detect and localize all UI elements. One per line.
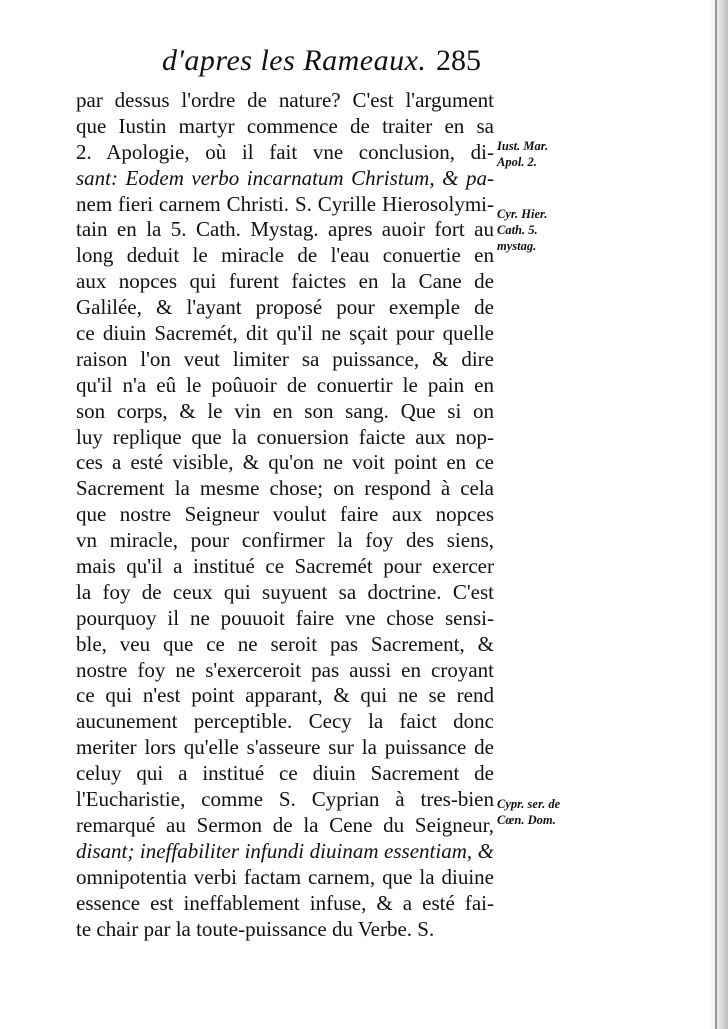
- text-line: la foy de ceux qui suyuent sa doctrine. C'est: [76, 579, 494, 604]
- margin-note-cyprian: [497, 796, 597, 828]
- page-edge-shadow: [710, 0, 728, 1029]
- text-line: ce qui n'est point apparant, & qui ne se rend: [76, 683, 494, 708]
- margin-note-line: Cyr. Hier.: [497, 207, 548, 221]
- text-line: nem fieri carnem Christi. S. Cyrille Hierosolymi-: [76, 191, 494, 216]
- page-edge-line: [715, 0, 717, 1029]
- text-line: nostre foy ne s'exerceroit pas aussi en croyant: [76, 657, 494, 682]
- running-title: d'apres les Rameaux.: [162, 44, 427, 77]
- text-line: remarqué au Sermon de la Cene du Seigneur,: [76, 812, 494, 837]
- text-line: pourquoy il ne pouuoit faire vne chose sensi-: [76, 605, 494, 630]
- text-line: 2. Apologie, où il fait vne conclusion, di-: [76, 139, 494, 164]
- text-line: aux nopces qui furent faictes en la Cane de: [76, 269, 494, 294]
- margin-note-line: Apol. 2.: [497, 155, 537, 169]
- text-line: l'Eucharistie, comme S. Cyprian à tres-bien: [76, 787, 494, 812]
- margin-note-line: Cœn. Dom.: [497, 813, 556, 827]
- text-line: vn miracle, pour confirmer la foy des siens,: [76, 528, 494, 553]
- text-line: par dessus l'ordre de nature? C'est l'argument: [76, 88, 494, 112]
- margin-note-cyril: [497, 206, 597, 254]
- text-line: ces a esté visible, & qu'on ne voit point en ce: [76, 450, 494, 475]
- text-line: essence est ineffablement infuse, & a esté fai-: [76, 890, 494, 915]
- text-line: que Iustin martyr commence de traiter en sa: [76, 113, 494, 138]
- text-line: disant; ineffabiliter infundi diuinam essentiam, &: [76, 838, 494, 863]
- margin-note-line: Iust. Mar.: [497, 139, 549, 153]
- text-line: son corps, & le vin en son sang. Que si on: [76, 398, 494, 423]
- margin-note-line: Cypr. ser. de: [497, 797, 561, 811]
- text-line: qu'il n'a eû le poûuoir de conuertir le pain en: [76, 372, 494, 397]
- text-line: omnipotentia verbi factam carnem, que la diuine: [76, 864, 494, 889]
- text-line: ce diuin Sacremét, dit qu'il ne sçait pour quelle: [76, 321, 494, 346]
- margin-note-justin: [497, 138, 597, 170]
- text-line: Sacrement la mesme chose; on respond à cela: [76, 476, 494, 501]
- margin-note-line: mystag.: [497, 239, 537, 253]
- body-text: [76, 88, 494, 942]
- text-line: luy replique que la conuersion faicte aux nop-: [76, 424, 494, 449]
- text-line: long deduit le miracle de l'eau conuertie en: [76, 243, 494, 268]
- text-line: mais qu'il a institué ce Sacremét pour exercer: [76, 554, 494, 579]
- text-line: sant: Eodem verbo incarnatum Christum, & pa-: [76, 165, 494, 190]
- text-line: Galilée, & l'ayant proposé pour exemple de: [76, 295, 494, 320]
- text-line: tain en la 5. Cath. Mystag. apres auoir fort au: [76, 217, 494, 242]
- text-line: celuy qui a institué ce diuin Sacrement de: [76, 761, 494, 786]
- margin-note-line: Cath. 5.: [497, 223, 538, 237]
- text-line: ble, veu que ce ne seroit pas Sacrement, &: [76, 631, 494, 656]
- text-line: raison l'on veut limiter sa puissance, & dire: [76, 346, 494, 371]
- text-line: que nostre Seigneur voulut faire aux nopces: [76, 502, 494, 527]
- page-number: 285: [436, 44, 481, 77]
- text-line: te chair par la toute-puissance du Verbe. S.: [76, 916, 435, 941]
- text-line: meriter lors qu'elle s'asseure sur la puissance de: [76, 735, 494, 760]
- text-line: aucunement perceptible. Cecy la faict donc: [76, 709, 494, 734]
